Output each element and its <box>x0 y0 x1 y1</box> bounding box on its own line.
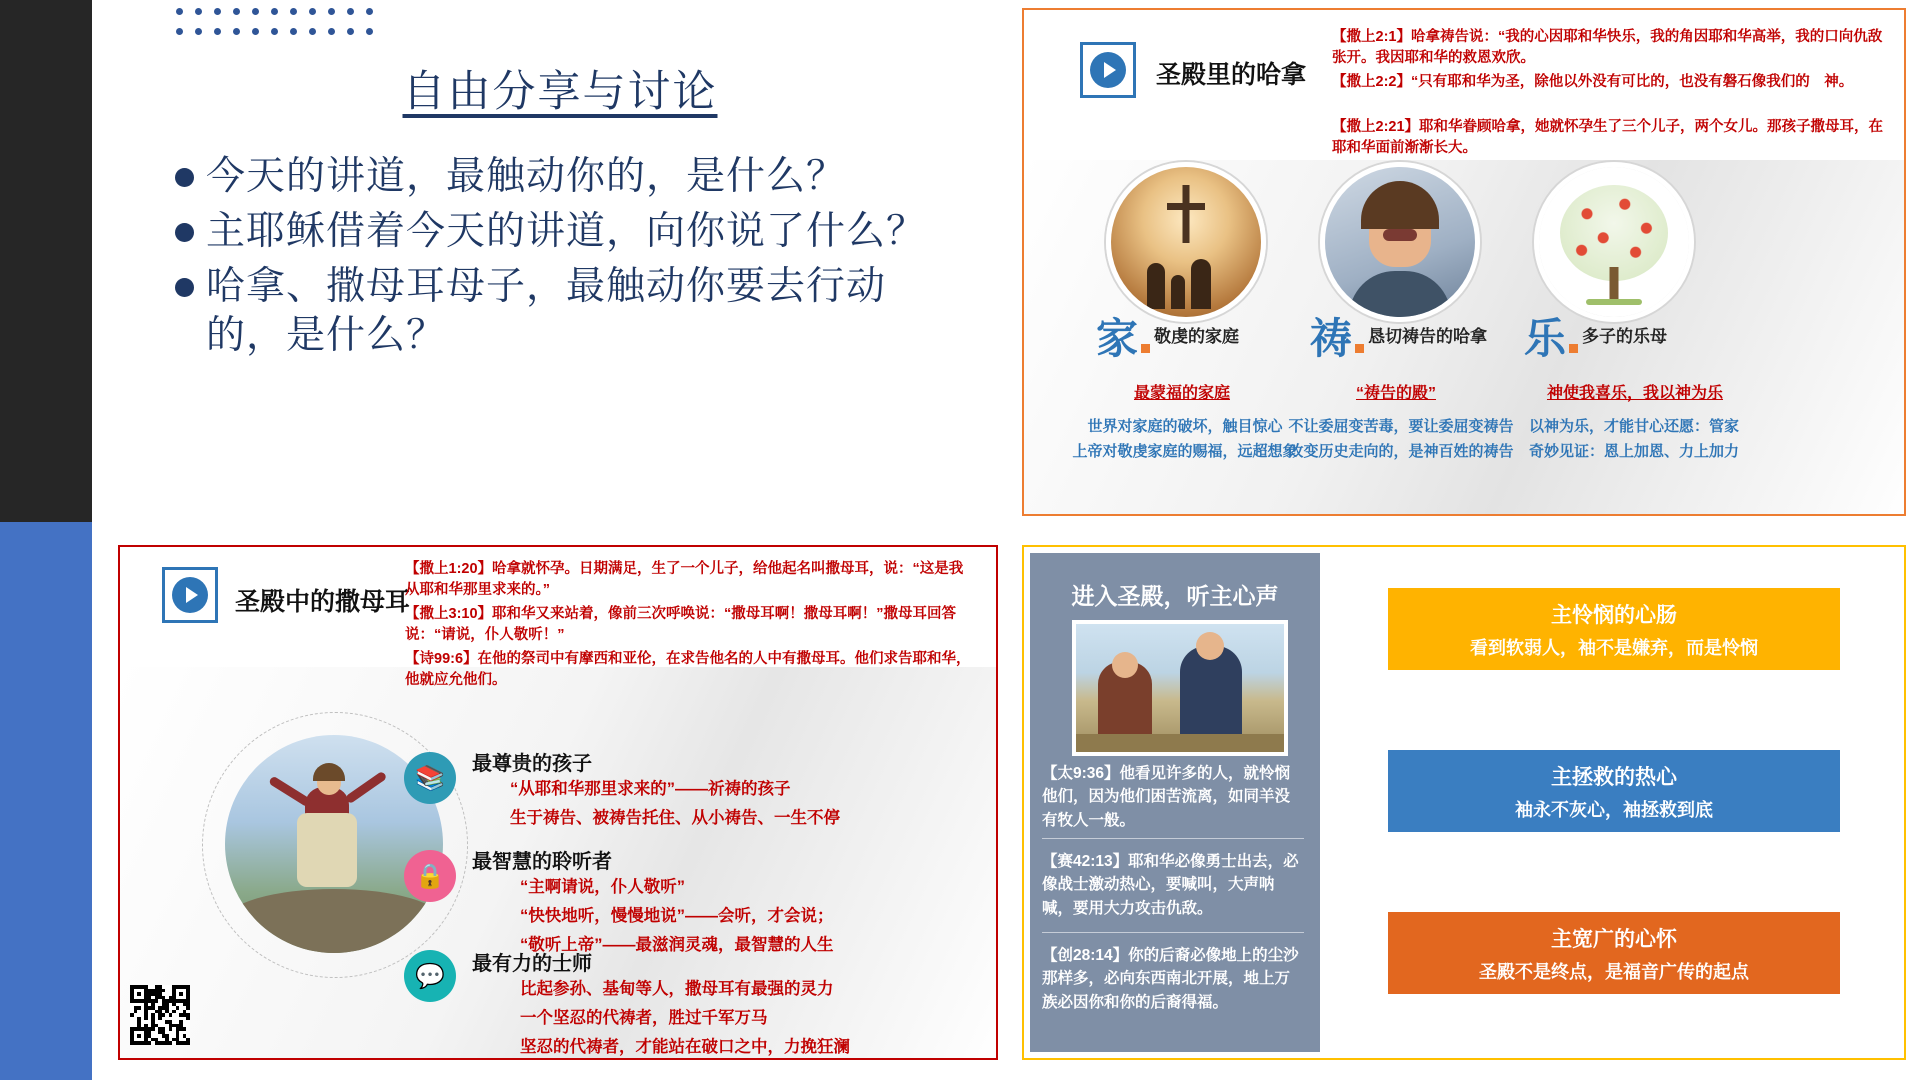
page-title: 自由分享与讨论 <box>402 68 718 116</box>
dot <box>233 8 240 15</box>
line: “从耶和华那里求来的”——祈祷的孩子 <box>510 780 791 798</box>
dot <box>309 28 316 35</box>
verse-text: 【诗99:6】在他的祭司中有摩西和亚伦，在求告他名的人中有撒母耳。他们求告耶和华，他就应允他们。 <box>405 651 971 689</box>
verse-text: 【撒上1:20】哈拿就怀孕。日期满足，生了一个儿子，给他起名叫撒母耳，说：“这是我从耶和华那里求来的。” <box>405 561 964 599</box>
bullet-dot-icon <box>175 168 194 187</box>
bullet-text: 哈拿、撒母耳母子，最触动你要去行动的，是什么？ <box>206 265 887 358</box>
samuel-item-2-heading: 最智慧的聆听者 <box>472 851 612 873</box>
temple-section-title: 进入圣殿，听主心声 <box>1071 583 1279 609</box>
left-dark-bar <box>0 0 92 522</box>
dot <box>366 28 373 35</box>
fruit-tree-illustration <box>1534 162 1694 322</box>
column-1-subtitle: 敬虔的家庭 <box>1154 327 1239 346</box>
play-icon[interactable] <box>1080 42 1136 98</box>
line: 比起参孙、基甸等人，撒母耳有最强的灵力 <box>520 980 834 998</box>
note-line: 上帝对敬虔家庭的赐福，远超想象 <box>1072 442 1298 460</box>
play-icon-circle <box>1090 52 1126 88</box>
callout-heart <box>1388 912 1840 994</box>
callout-subtitle: 圣殿不是终点，是福音广传的起点 <box>1479 961 1749 982</box>
dot <box>233 28 240 35</box>
dot <box>347 28 354 35</box>
dot <box>366 8 373 15</box>
line: 一个坚忍的代祷者，胜过千军万马 <box>520 1008 768 1027</box>
temple-verse-2: 【赛42:13】耶和华必像勇士出去，必像战士激动热心，要喊叫，大声呐喊，要用大力攻击仇敌。 <box>1042 853 1299 917</box>
jesus-with-man-painting <box>1072 620 1288 756</box>
samuel-item-1-heading: 最尊贵的孩子 <box>472 753 592 775</box>
praying-woman-photo <box>1320 162 1480 322</box>
column-2-red-line: “祷告的殿” <box>1355 385 1436 402</box>
list-item <box>175 152 965 201</box>
note-line: 以神为乐，才能甘心还愿：管家 <box>1528 418 1739 435</box>
family-cross-photo <box>1106 162 1266 322</box>
callout-subtitle: 看到软弱人，袖不是嫌弃，而是怜悯 <box>1470 637 1758 658</box>
dot <box>252 8 259 15</box>
verse-text: 【撒上2:2】“只有耶和华为圣，除他以外没有可比的，也没有磐石像我们的 神。 <box>1332 74 1854 90</box>
column-3-big-char <box>1524 306 1578 366</box>
left-blue-bar <box>0 522 92 1080</box>
temple-verse-3: 【创28:14】你的后裔必像地上的尘沙那样多，必向东西南北开展，地上万族必因你和你的后裔得福。 <box>1042 947 1299 1011</box>
dot-pattern-decoration <box>176 8 386 48</box>
line: “主啊请说，仆人敬听” <box>520 878 685 896</box>
callout-mercy <box>1388 588 1840 670</box>
callout-title: 主拯救的热心 <box>1551 765 1677 789</box>
dot <box>195 8 202 15</box>
orange-square-icon <box>1141 344 1150 353</box>
big-char-text: 乐 <box>1524 315 1567 362</box>
dot <box>214 28 221 35</box>
column-1-red-line: 最蒙福的家庭 <box>1133 385 1230 402</box>
note-line: 奇妙见证：恩上加恩、力上加力 <box>1528 442 1739 460</box>
dot <box>309 8 316 15</box>
play-icon-triangle <box>1104 62 1116 78</box>
verse-text: 【撒上3:10】耶和华又来站着，像前三次呼唤说：“撒母耳啊！撒母耳啊！”撒母耳回答说：“请说，仆人敬听！” <box>405 606 957 644</box>
list-item <box>175 262 965 360</box>
column-1-big-char <box>1096 306 1150 366</box>
dot <box>214 8 221 15</box>
play-icon[interactable] <box>162 567 218 623</box>
orange-square-icon <box>1569 344 1578 353</box>
samuel-item-1-lines <box>510 775 840 833</box>
column-1-notes <box>1060 415 1310 465</box>
column-3-subtitle: 多子的乐母 <box>1582 327 1667 346</box>
divider <box>1042 932 1304 933</box>
column-3-red-line: 神使我喜乐，我以神为乐 <box>1546 385 1723 402</box>
dot <box>290 28 297 35</box>
temple-verse-1: 【太9:36】他看见许多的人，就怜悯他们，因为他们困苦流离，如同羊没有牧人一般。 <box>1042 765 1291 829</box>
panel-samuel-title: 圣殿中的撒母耳 <box>235 588 411 616</box>
note-line: 世界对家庭的破坏，触目惊心 <box>1087 418 1283 435</box>
bullet-text: 今天的讲道，最触动你的，是什么？ <box>206 155 847 198</box>
qr-code <box>130 985 190 1045</box>
dot <box>347 8 354 15</box>
panel-hannah <box>1022 8 1906 516</box>
bullet-dot-icon <box>175 223 194 242</box>
verse-text: 【撒上2:21】耶和华眷顾哈拿，她就怀孕生了三个儿子，两个女儿。那孩子撒母耳，在耶和华面前渐渐长大。 <box>1332 119 1884 157</box>
column-2-notes <box>1276 415 1526 465</box>
line: 生于祷告、被祷告托住、从小祷告、一生不停 <box>510 808 840 827</box>
note-line: 改变历史走向的，是神百姓的祷告 <box>1288 442 1514 460</box>
column-2-subtitle: 恳切祷告的哈拿 <box>1368 327 1487 346</box>
dot <box>328 8 335 15</box>
callout-subtitle: 袖永不灰心，袖拯救到底 <box>1515 799 1713 820</box>
dot <box>176 28 183 35</box>
big-char-text: 家 <box>1096 315 1139 362</box>
dot <box>290 8 297 15</box>
samuel-item-3-lines <box>520 975 850 1060</box>
play-icon-triangle <box>186 587 198 603</box>
bullet-dot-icon <box>175 278 194 297</box>
line: “敬听上帝”——最滋润灵魂，最智慧的人生 <box>520 935 834 954</box>
divider <box>1042 838 1304 839</box>
line: “快快地听，慢慢地说”——会听，才会说； <box>520 906 834 925</box>
dot <box>271 28 278 35</box>
list-item <box>175 207 965 256</box>
callout-title: 主怜悯的心肠 <box>1551 603 1677 627</box>
play-icon-circle <box>172 577 208 613</box>
panel-hannah-title: 圣殿里的哈拿 <box>1156 61 1307 89</box>
verse-text: 【撒上2:1】哈拿祷告说：“我的心因耶和华快乐，我的角因耶和华高举，我的口向仇敌张开。我因耶和华的救恩欢欣。 <box>1332 29 1883 67</box>
bullet-text: 主耶稣借着今天的讲道，向你说了什么？ <box>206 210 927 254</box>
big-char-text: 祷 <box>1310 315 1353 362</box>
dot <box>328 28 335 35</box>
note-line: 不让委屈变苦毒，要让委屈变祷告 <box>1288 418 1514 435</box>
dot <box>176 8 183 15</box>
dot <box>271 8 278 15</box>
lock-icon: 🔒 <box>404 850 456 902</box>
column-2-big-char <box>1310 306 1364 366</box>
discussion-bullet-list <box>175 152 965 367</box>
callout-title: 主宽广的心怀 <box>1551 927 1677 951</box>
column-3-notes <box>1494 415 1774 465</box>
samuel-item-3-heading: 最有力的士师 <box>472 953 592 975</box>
line: 坚忍的代祷者，才能站在破口之中，力挽狂澜 <box>520 1037 850 1056</box>
callout-salvation <box>1388 750 1840 832</box>
panel-samuel <box>118 545 998 1060</box>
chat-icon: 💬 <box>404 950 456 1002</box>
orange-square-icon <box>1355 344 1364 353</box>
dot <box>252 28 259 35</box>
dot <box>195 28 202 35</box>
books-icon: 📚 <box>404 752 456 804</box>
